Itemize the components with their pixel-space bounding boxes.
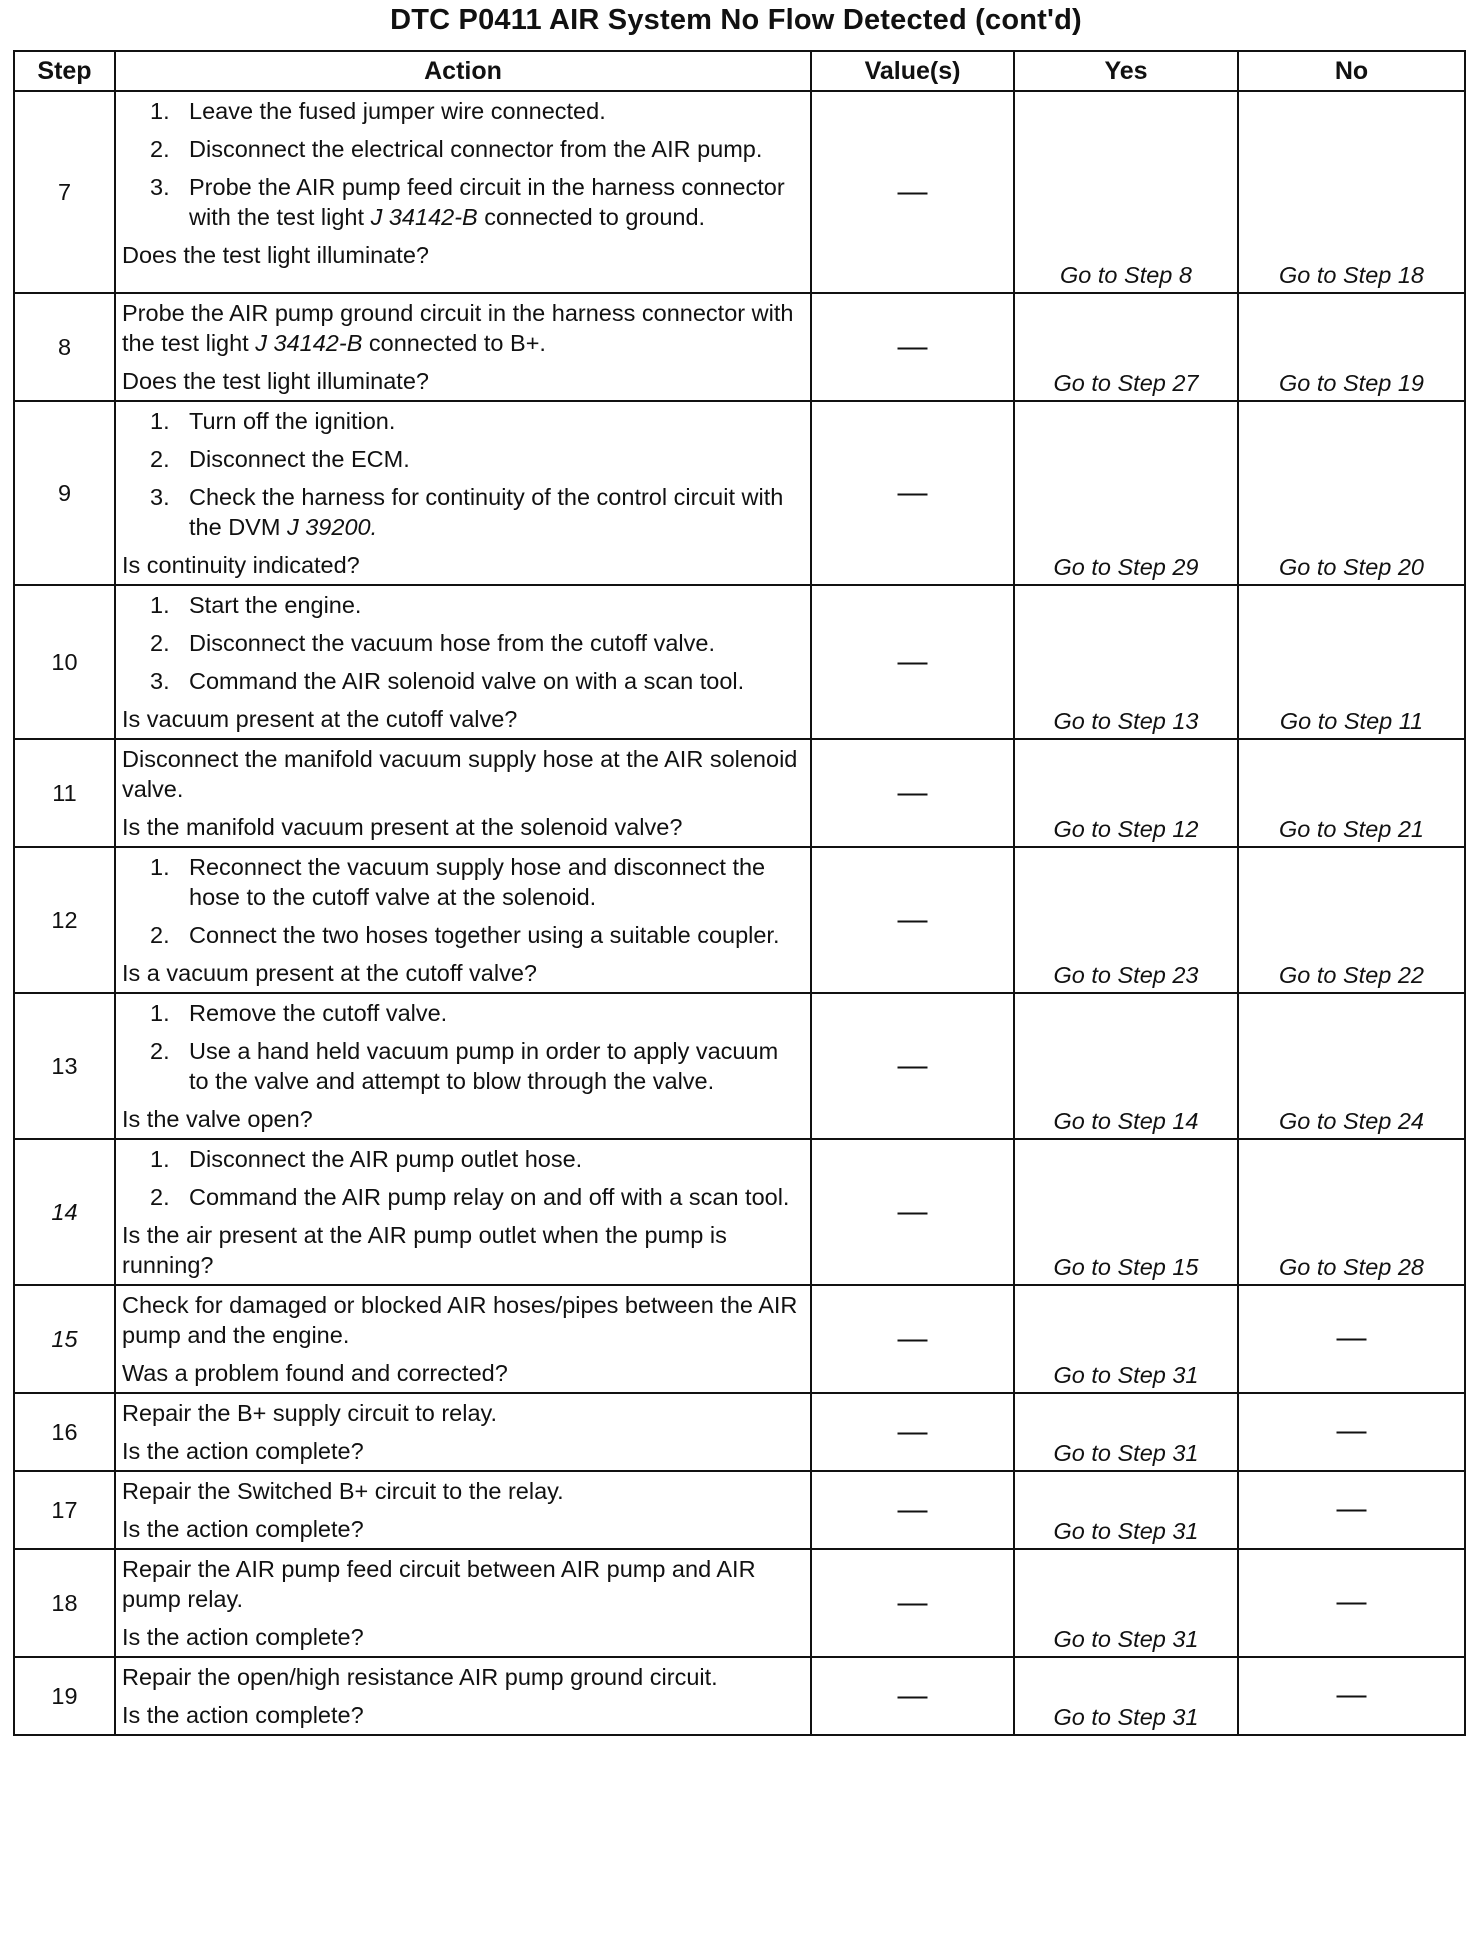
action-cell <box>115 1393 811 1471</box>
action-steps-list <box>122 590 804 696</box>
action-step-item <box>122 406 804 436</box>
text-run: Command the AIR solenoid valve on with a scan tool. <box>189 668 745 694</box>
action-instruction <box>122 298 804 358</box>
action-step-number: 1. <box>150 1000 170 1026</box>
value-cell: — <box>811 1285 1014 1393</box>
table-row <box>14 1139 1465 1285</box>
yes-cell: Go to Step 29 <box>1014 401 1238 585</box>
value-cell: — <box>811 1393 1014 1471</box>
action-cell <box>115 847 811 993</box>
text-run: Repair the AIR pump feed circuit between AIR pump and AIR pump relay. <box>122 1556 756 1612</box>
action-cell <box>115 993 811 1139</box>
value-cell: — <box>811 401 1014 585</box>
no-cell: Go to Step 28 <box>1238 1139 1465 1285</box>
no-cell: — <box>1238 1393 1465 1471</box>
table-body <box>14 91 1465 1735</box>
table-row <box>14 91 1465 293</box>
text-run: Check the harness for continuity of the control circuit with the DVM <box>189 484 784 540</box>
page-title: DTC P0411 AIR System No Flow Detected (cont'd) <box>390 4 1082 36</box>
text-run: Disconnect the electrical connector from the AIR pump. <box>189 136 763 162</box>
action-question: Is the air present at the AIR pump outlet when the pump is running? <box>122 1222 727 1278</box>
action-question: Is the action complete? <box>122 1702 364 1728</box>
action-question: Is the manifold vacuum present at the solenoid valve? <box>122 814 683 840</box>
text-run: Repair the open/high resistance AIR pump ground circuit. <box>122 1664 718 1690</box>
action-step-number: 2. <box>150 1038 170 1064</box>
action-cell <box>115 1139 811 1285</box>
value-cell: — <box>811 993 1014 1139</box>
action-step-number: 2. <box>150 136 170 162</box>
yes-cell: Go to Step 15 <box>1014 1139 1238 1285</box>
text-run: Command the AIR pump relay on and off with a scan tool. <box>189 1184 790 1210</box>
text-run: Probe the AIR pump feed circuit in the harness connector with the test light <box>189 174 785 230</box>
value-cell: — <box>811 1139 1014 1285</box>
text-run: Check for damaged or blocked AIR hoses/pipes between the AIR pump and the engine. <box>122 1292 798 1348</box>
action-step-number: 1. <box>150 408 170 434</box>
action-step-number: 2. <box>150 1184 170 1210</box>
action-question: Is the action complete? <box>122 1438 364 1464</box>
action-cell <box>115 1285 811 1393</box>
action-step-number: 3. <box>150 668 170 694</box>
action-step-item <box>122 998 804 1028</box>
value-cell: — <box>811 1657 1014 1735</box>
action-question: Does the test light illuminate? <box>122 242 429 268</box>
text-run: Disconnect the AIR pump outlet hose. <box>189 1146 583 1172</box>
action-steps-list <box>122 406 804 542</box>
action-steps-list <box>122 96 804 232</box>
table-header <box>14 51 1465 91</box>
step-number: 19 <box>14 1657 115 1735</box>
action-instruction <box>122 744 804 804</box>
text-run: Repair the B+ supply circuit to relay. <box>122 1400 498 1426</box>
step-number: 8 <box>14 293 115 401</box>
no-cell: Go to Step 22 <box>1238 847 1465 993</box>
step-number: 11 <box>14 739 115 847</box>
no-cell: — <box>1238 1549 1465 1657</box>
action-question: Is the valve open? <box>122 1106 313 1132</box>
yes-cell: Go to Step 23 <box>1014 847 1238 993</box>
action-step-number: 1. <box>150 98 170 124</box>
no-cell: Go to Step 18 <box>1238 91 1465 293</box>
action-step-item <box>122 96 804 126</box>
step-number: 16 <box>14 1393 115 1471</box>
action-cell <box>115 1657 811 1735</box>
table-row <box>14 993 1465 1139</box>
action-steps-list <box>122 1144 804 1212</box>
action-instruction <box>122 1476 804 1506</box>
action-cell <box>115 1549 811 1657</box>
yes-cell: Go to Step 27 <box>1014 293 1238 401</box>
step-number: 15 <box>14 1285 115 1393</box>
header-values: Value(s) <box>811 51 1014 91</box>
no-cell: Go to Step 24 <box>1238 993 1465 1139</box>
action-question: Is the action complete? <box>122 1624 364 1650</box>
step-number: 10 <box>14 585 115 739</box>
text-run: Disconnect the vacuum hose from the cutoff valve. <box>189 630 715 656</box>
action-instruction <box>122 1554 804 1614</box>
no-cell: — <box>1238 1285 1465 1393</box>
text-run: Start the engine. <box>189 592 362 618</box>
no-cell: Go to Step 21 <box>1238 739 1465 847</box>
action-question: Is vacuum present at the cutoff valve? <box>122 706 518 732</box>
action-instruction <box>122 1398 804 1428</box>
action-question: Is the action complete? <box>122 1516 364 1542</box>
action-instruction <box>122 1662 804 1692</box>
action-step-item <box>122 172 804 232</box>
table-row <box>14 739 1465 847</box>
step-number: 13 <box>14 993 115 1139</box>
step-number: 12 <box>14 847 115 993</box>
table-row <box>14 1471 1465 1549</box>
yes-cell: Go to Step 13 <box>1014 585 1238 739</box>
value-cell: — <box>811 293 1014 401</box>
action-step-number: 3. <box>150 484 170 510</box>
tool-reference: J 39200. <box>286 514 378 540</box>
action-step-number: 2. <box>150 630 170 656</box>
text-run: connected to ground. <box>477 204 706 230</box>
table-row <box>14 1657 1465 1735</box>
no-cell: — <box>1238 1471 1465 1549</box>
text-run: Connect the two hoses together using a suitable coupler. <box>189 922 780 948</box>
text-run: Remove the cutoff valve. <box>189 1000 448 1026</box>
yes-cell: Go to Step 31 <box>1014 1471 1238 1549</box>
action-step-item <box>122 134 804 164</box>
header-step: Step <box>14 51 115 91</box>
yes-cell: Go to Step 31 <box>1014 1657 1238 1735</box>
no-cell: — <box>1238 1657 1465 1735</box>
text-run: Repair the Switched B+ circuit to the relay. <box>122 1478 564 1504</box>
no-cell: Go to Step 19 <box>1238 293 1465 401</box>
yes-cell: Go to Step 14 <box>1014 993 1238 1139</box>
action-cell <box>115 1471 811 1549</box>
value-cell: — <box>811 739 1014 847</box>
step-number: 18 <box>14 1549 115 1657</box>
action-step-item <box>122 1144 804 1174</box>
action-steps-list <box>122 852 804 950</box>
action-step-item <box>122 482 804 542</box>
text-run: Disconnect the ECM. <box>189 446 410 472</box>
action-step-number: 1. <box>150 854 170 880</box>
table-row <box>14 1393 1465 1471</box>
action-step-number: 1. <box>150 592 170 618</box>
action-step-item <box>122 444 804 474</box>
action-step-item <box>122 1182 804 1212</box>
header-yes: Yes <box>1014 51 1238 91</box>
text-run: Leave the fused jumper wire connected. <box>189 98 606 124</box>
value-cell: — <box>811 847 1014 993</box>
value-cell: — <box>811 1549 1014 1657</box>
tool-reference: J 34142-B <box>255 330 363 356</box>
header-action: Action <box>115 51 811 91</box>
yes-cell: Go to Step 8 <box>1014 91 1238 293</box>
text-run: Disconnect the manifold vacuum supply hose at the AIR solenoid valve. <box>122 746 798 802</box>
text-run: Turn off the ignition. <box>189 408 396 434</box>
text-run: connected to B+. <box>362 330 546 356</box>
yes-cell: Go to Step 31 <box>1014 1393 1238 1471</box>
action-step-item <box>122 628 804 658</box>
action-step-item <box>122 920 804 950</box>
action-step-number: 2. <box>150 446 170 472</box>
action-step-item <box>122 1036 804 1096</box>
no-cell: Go to Step 20 <box>1238 401 1465 585</box>
table-row <box>14 585 1465 739</box>
no-cell: Go to Step 11 <box>1238 585 1465 739</box>
action-step-item <box>122 590 804 620</box>
header-no: No <box>1238 51 1465 91</box>
value-cell: — <box>811 585 1014 739</box>
action-step-item <box>122 852 804 912</box>
step-number: 7 <box>14 91 115 293</box>
tool-reference: J 34142-B <box>370 204 478 230</box>
action-step-number: 3. <box>150 174 170 200</box>
action-step-item <box>122 666 804 696</box>
action-cell <box>115 91 811 293</box>
table-row <box>14 847 1465 993</box>
step-number: 9 <box>14 401 115 585</box>
action-question: Was a problem found and corrected? <box>122 1360 508 1386</box>
yes-cell: Go to Step 31 <box>1014 1549 1238 1657</box>
text-run: Probe the AIR pump ground circuit in the harness connector with the test light <box>122 300 794 356</box>
action-question: Is a vacuum present at the cutoff valve? <box>122 960 537 986</box>
action-cell <box>115 293 811 401</box>
action-cell <box>115 401 811 585</box>
text-run: Reconnect the vacuum supply hose and disconnect the hose to the cutoff valve at the solenoid. <box>189 854 766 910</box>
table-row <box>14 1549 1465 1657</box>
diagnostic-table <box>13 50 1466 1736</box>
table-row <box>14 401 1465 585</box>
action-cell <box>115 585 811 739</box>
action-step-number: 2. <box>150 922 170 948</box>
text-run: Use a hand held vacuum pump in order to apply vacuum to the valve and attempt to blow through the valve. <box>189 1038 779 1094</box>
value-cell: — <box>811 91 1014 293</box>
action-steps-list <box>122 998 804 1096</box>
yes-cell: Go to Step 31 <box>1014 1285 1238 1393</box>
step-number: 17 <box>14 1471 115 1549</box>
action-instruction <box>122 1290 804 1350</box>
yes-cell: Go to Step 12 <box>1014 739 1238 847</box>
table-row <box>14 293 1465 401</box>
action-cell <box>115 739 811 847</box>
value-cell: — <box>811 1471 1014 1549</box>
action-question: Does the test light illuminate? <box>122 368 429 394</box>
step-number: 14 <box>14 1139 115 1285</box>
action-step-number: 1. <box>150 1146 170 1172</box>
action-question: Is continuity indicated? <box>122 552 360 578</box>
table-row <box>14 1285 1465 1393</box>
